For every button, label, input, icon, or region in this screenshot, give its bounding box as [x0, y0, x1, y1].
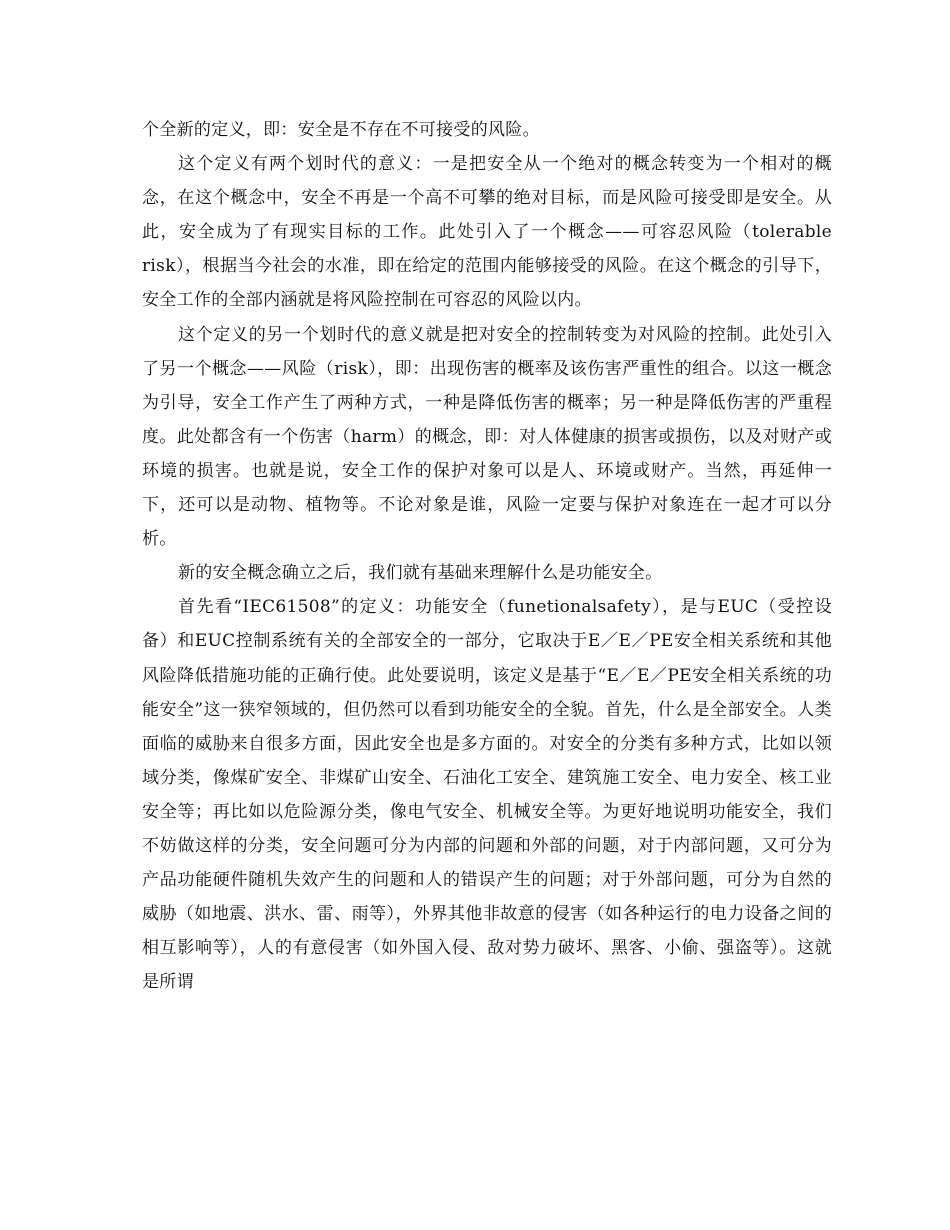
paragraph-functional-safety-intro: 新的安全概念确立之后，我们就有基础来理解什么是功能安全。: [178, 563, 663, 584]
paragraph-iec61508-definition: 首先看“IEC61508”的定义：功能安全（funetionalsafety），是与EUC（受控设备）和EUC控制系统有关的全部安全的一部分，它取决于E／E／PE安全相关系统和其他风险降低措施功能的正确行使。此处要说明，该定义是基于“E／E／PE安全相关系统的功能安全”这一狭窄领域的，但仍然可以看到功能安全的全貌。首先，什么是全部安全。人类面临的威胁来自很多方面，因此安全也是多方面的。对安全的分类有多种方式，比如以领域分类，像煤矿安全、非煤矿山安全、石油化工安全、建筑施工安全、电力安全、核工业安全等；再比如以危险源分类，像电气安全、机械安全等。为更好地说明功能安全，我们不妨做这样的分类，安全问题可分为内部的问题和外部的问题，对于内部问题，又可分为产品功能硬件随机失效产生的问题和人的错误产生的问题；对于外部问题，可分为自然的威胁（如地震、洪水、雷、雨等），外界其他非故意的侵害（如各种运行的电力设备之间的相互影响等），人的有意侵害（如外国入侵、敌对势力破坏、黑客、小偷、强盗等）。这就是所谓: [142, 597, 832, 993]
paragraph-two-meanings: 这个定义有两个划时代的意义：一是把安全从一个绝对的概念转变为一个相对的概念，在这个概念中，安全不再是一个高不可攀的绝对目标，而是风险可接受即是安全。从此，安全成为了有现实目标的工作。此处引入了一个概念——可容忍风险（tolerable risk），根据当今社会的水准，即在给定的范围内能够接受的风险。在这个概念的引导下，安全工作的全部内涵就是将风险控制在可容忍的风险以内。: [142, 154, 832, 311]
paragraph-risk-control: 这个定义的另一个划时代的意义就是把对安全的控制转变为对风险的控制。此处引入了另一个概念——风险（risk），即：出现伤害的概率及该伤害严重性的组合。以这一概念为引导，安全工作产生了两种方式，一种是降低伤害的概率；另一种是降低伤害的严重程度。此处都含有一个伤害（harm）的概念，即：对人体健康的损害或损伤，以及对财产或环境的损害。也就是说，安全工作的保护对象可以是人、环境或财产。当然，再延伸一下，还可以是动物、植物等。不论对象是谁，风险一定要与保护对象连在一起才可以分析。: [142, 324, 832, 550]
paragraph-continuation: 个全新的定义，即：安全是不存在不可接受的风险。: [142, 120, 540, 140]
document-body: [142, 113, 832, 999]
